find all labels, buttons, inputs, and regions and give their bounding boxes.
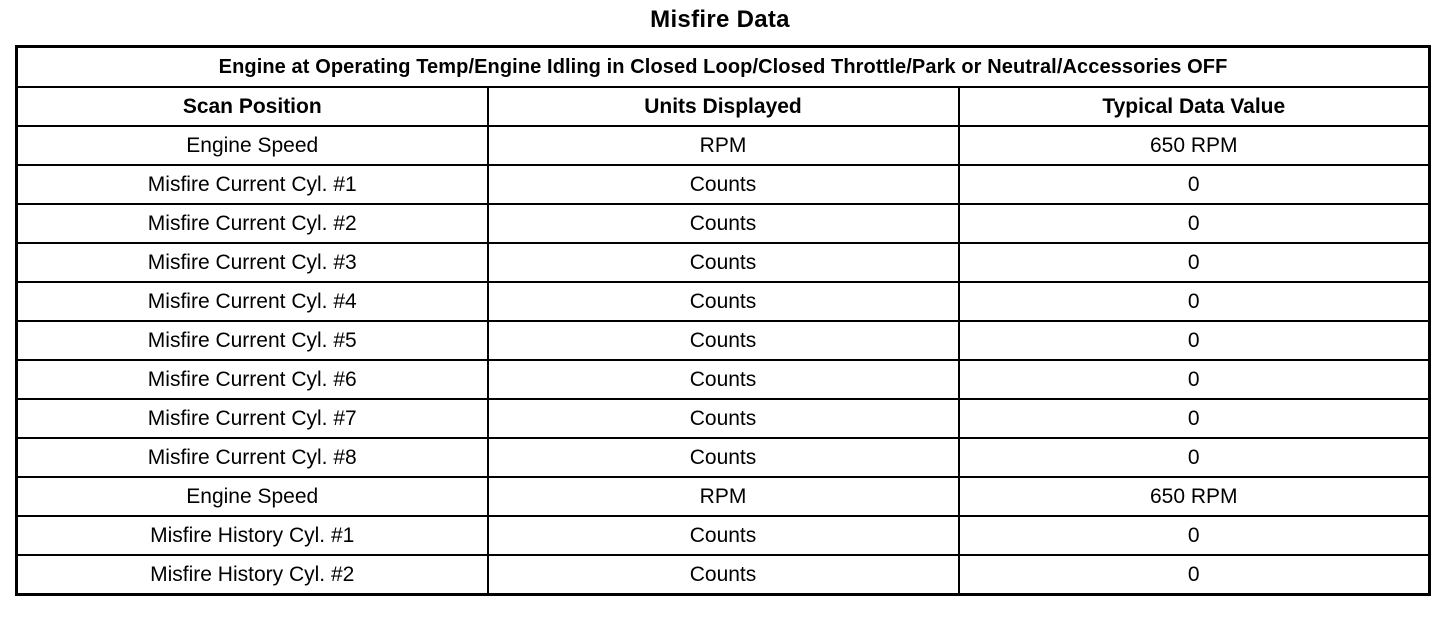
table-row	[17, 555, 1430, 595]
table-row	[17, 360, 1430, 399]
units-cell: Counts	[488, 321, 959, 360]
scan-position-cell: Misfire Current Cyl. #6	[17, 360, 488, 399]
table-row	[17, 399, 1430, 438]
table-row	[17, 126, 1430, 165]
value-cell: 0	[959, 321, 1430, 360]
units-cell: Counts	[488, 165, 959, 204]
value-cell: 650 RPM	[959, 126, 1430, 165]
scan-position-cell: Misfire History Cyl. #2	[17, 555, 488, 595]
units-cell: Counts	[488, 282, 959, 321]
page-title: Misfire Data	[650, 6, 790, 33]
table-row	[17, 204, 1430, 243]
value-cell: 650 RPM	[959, 477, 1430, 516]
units-cell: Counts	[488, 204, 959, 243]
column-header-scan-position: Scan Position	[17, 87, 488, 126]
units-cell: Counts	[488, 360, 959, 399]
scan-position-cell: Engine Speed	[17, 477, 488, 516]
units-cell: Counts	[488, 399, 959, 438]
scan-position-cell: Misfire Current Cyl. #7	[17, 399, 488, 438]
scan-position-cell: Misfire Current Cyl. #5	[17, 321, 488, 360]
scan-position-cell: Misfire Current Cyl. #3	[17, 243, 488, 282]
scan-position-cell: Engine Speed	[17, 126, 488, 165]
value-cell: 0	[959, 360, 1430, 399]
table-row	[17, 282, 1430, 321]
table-row	[17, 165, 1430, 204]
value-cell: 0	[959, 399, 1430, 438]
scan-position-cell: Misfire Current Cyl. #1	[17, 165, 488, 204]
table-row	[17, 516, 1430, 555]
table-row	[17, 477, 1430, 516]
units-cell: Counts	[488, 516, 959, 555]
value-cell: 0	[959, 438, 1430, 477]
units-cell: Counts	[488, 555, 959, 595]
table-row	[17, 438, 1430, 477]
misfire-data-table	[15, 45, 1431, 596]
condition-row	[17, 47, 1430, 88]
units-cell: RPM	[488, 126, 959, 165]
scan-position-cell: Misfire Current Cyl. #2	[17, 204, 488, 243]
header-row	[17, 87, 1430, 126]
units-cell: Counts	[488, 438, 959, 477]
value-cell: 0	[959, 282, 1430, 321]
condition-cell: Engine at Operating Temp/Engine Idling in Closed Loop/Closed Throttle/Park or Neutral/Accessories OFF	[17, 47, 1430, 88]
value-cell: 0	[959, 555, 1430, 595]
value-cell: 0	[959, 243, 1430, 282]
table-row	[17, 243, 1430, 282]
value-cell: 0	[959, 516, 1430, 555]
units-cell: RPM	[488, 477, 959, 516]
value-cell: 0	[959, 204, 1430, 243]
scan-position-cell: Misfire History Cyl. #1	[17, 516, 488, 555]
table-row	[17, 321, 1430, 360]
column-header-units-displayed: Units Displayed	[488, 87, 959, 126]
scan-position-cell: Misfire Current Cyl. #8	[17, 438, 488, 477]
column-header-typical-data-value: Typical Data Value	[959, 87, 1430, 126]
scan-position-cell: Misfire Current Cyl. #4	[17, 282, 488, 321]
value-cell: 0	[959, 165, 1430, 204]
units-cell: Counts	[488, 243, 959, 282]
